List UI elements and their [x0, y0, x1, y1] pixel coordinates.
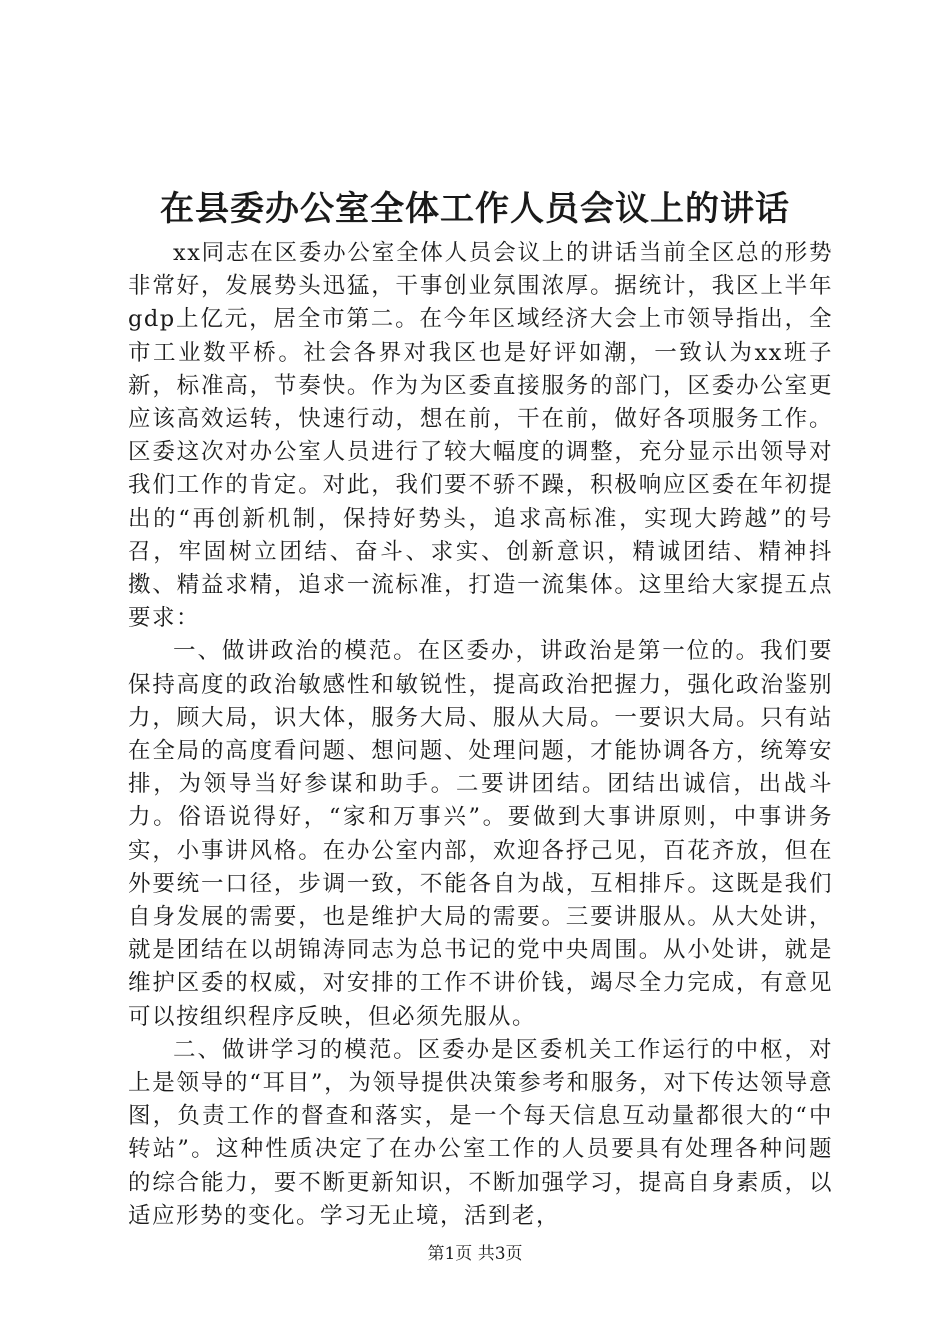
body-paragraph-politics: 一、做讲政治的模范。在区委办，讲政治是第一位的。我们要保持高度的政治敏感性和敏锐性，提高政治把握力，强化政治鉴别力，顾大局，识大体，服务大局、服从大局。一要识大局。只有站在全局的高度看问题、想问题、处理问题，才能协调各方，统筹安排，为领导当好参谋和助手。二要讲团结。团结出诚信，出战斗力。俗语说得好，“家和万事兴”。要做到大事讲原则，中事讲务实，小事讲风格。在办公室内部，欢迎各抒己见，百花齐放，但在外要统一口径，步调一致，不能各自为战，互相排斥。这既是我们自身发展的需要，也是维护大局的需要。三要讲服从。从大处讲，就是团结在以胡锦涛同志为总书记的党中央周围。从小处讲，就是维护区委的权威，对安排的工作不讲价钱，竭尽全力完成，有意见可以按组织程序反映，但必须先服从。 [128, 638, 833, 1030]
page-number-footer: 第1页 共3页 [427, 1244, 523, 1264]
document-title: 在县委办公室全体工作人员会议上的讲话 [160, 189, 790, 229]
document-body [128, 237, 833, 1233]
body-paragraph-learning: 二、做讲学习的模范。区委办是区委机关工作运行的中枢，对上是领导的“耳目”，为领导提供决策参考和服务，对下传达领导意图，负责工作的督查和落实，是一个每天信息互动量都很大的“中转站”。这种性质决定了在办公室工作的人员要具有处理各种问题的综合能力，要不断更新知识，不断加强学习，提高自身素质，以适应形势的变化。学习无止境，活到老， [128, 1036, 833, 1229]
body-paragraph-intro: xx同志在区委办公室全体人员会议上的讲话当前全区总的形势非常好，发展势头迅猛，干事创业氛围浓厚。据统计，我区上半年gdp上亿元，居全市第二。在今年区域经济大会上市领导指出，全市工业数平桥。社会各界对我区也是好评如潮，一致认为xx班子新，标准高，节奏快。作为为区委直接服务的部门，区委办公室更应该高效运转，快速行动，想在前，干在前，做好各项服务工作。区委这次对办公室人员进行了较大幅度的调整，充分显示出领导对我们工作的肯定。对此，我们要不骄不躁，积极响应区委在年初提出的“再创新机制，保持好势头，追求高标准，实现大跨越”的号召，牢固树立团结、奋斗、求实、创新意识，精诚团结、精神抖擞、精益求精，追求一流标准，打造一流集体。这里给大家提五点要求： [128, 240, 833, 632]
